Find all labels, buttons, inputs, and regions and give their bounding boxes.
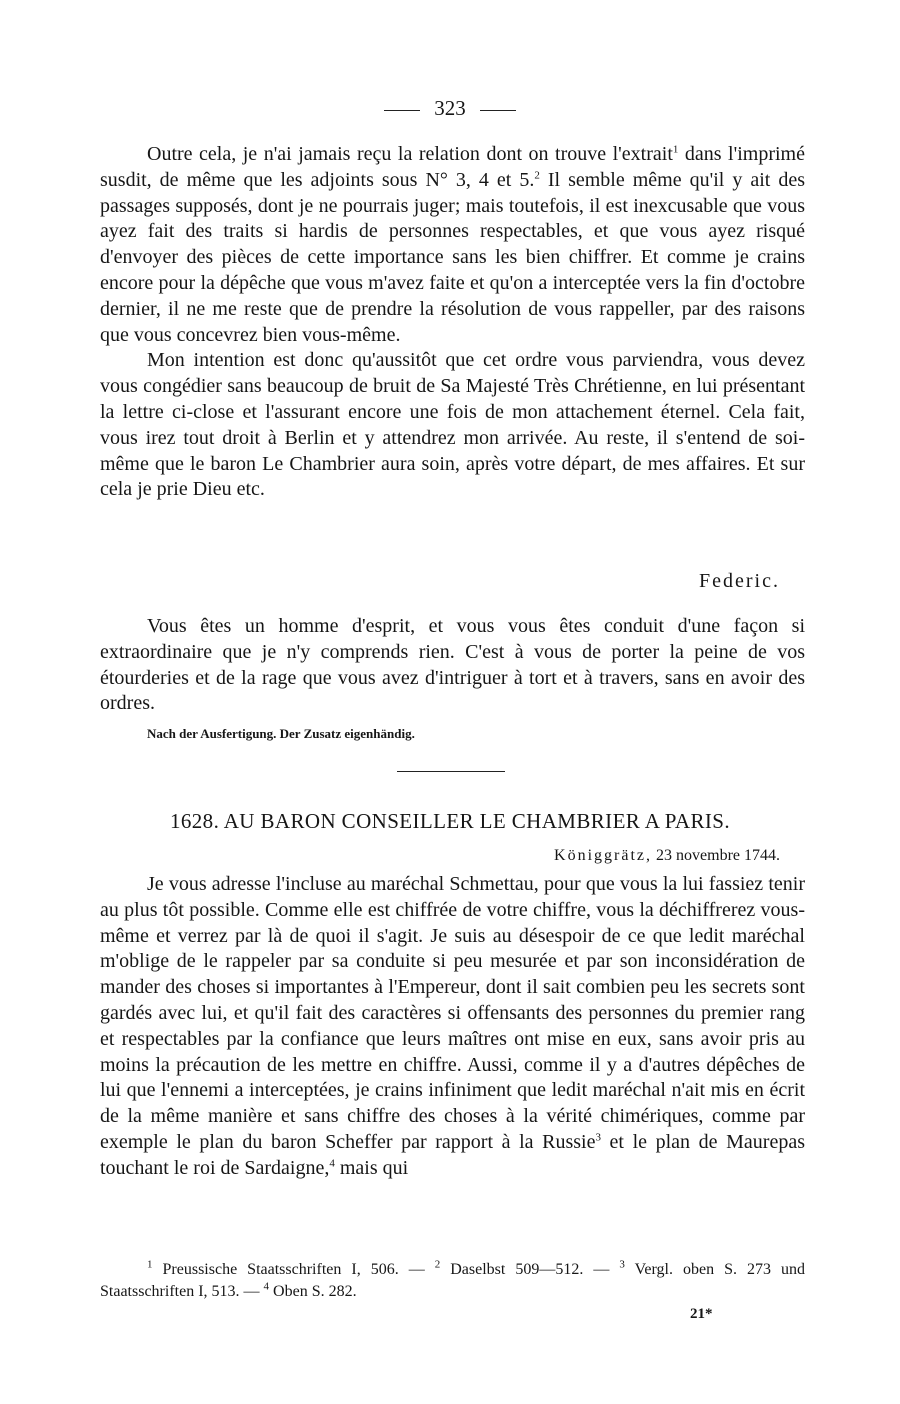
signature: Federic. [699,570,780,592]
postscript [100,614,805,717]
letter-1-body [100,142,805,503]
letter-2-title: 1628. AU BARON CONSEILLER LE CHAMBRIER A PARIS. [169,809,730,833]
footnote-ref-2: 2 [534,169,540,182]
sheet-signature-mark: 21* [690,1306,713,1322]
source-note: Nach der Ausfertigung. Der Zusatz eigenhändig. [147,726,415,741]
footnote-ref-4: 4 [329,1157,335,1170]
letter-2-date: 23 novembre 1744. [656,847,780,864]
page-number: 323 [434,96,466,120]
page-header [0,95,900,121]
header-dash-left [384,110,420,111]
section-divider [397,771,505,772]
footnotes [100,1259,805,1303]
postscript-paragraph: Vous êtes un homme d'esprit, et vous vous êtes conduit d'une façon si extraordinaire que je n'y comprends rien. C'est à vous de porter la peine de vos étourderies et de la rage que vous avez d'intriguer à tort et à travers, sans en avoir des ordres. [100,615,805,715]
footnote-ref-3: 3 [595,1131,601,1144]
footnote-ref-1: 1 [672,143,679,156]
letter-1-paragraph-1: Outre cela, je n'ai jamais reçu la relation dont on trouve l'extrait$^1$ dans l'imprimé susdit, de même que les adjoints sous N° 3, 4 et 5.$^2$ Il semble même qu'il y ait des passages supposés, dont je ne pourrais juger; mais toutefois, il est inexcusable que vous ayez fait des traits si hardis de personnes respectables, et que vous ayez risqué d'envoyer des pièces de cette importance sans les bien chiffrer. Et comme je crains encore pour la dépêche que vous m'avez faite et qu'on a interceptée vers la fin d'octobre dernier, il ne me reste que de prendre la résolution de vous rappeller, par des raisons que vous concevrez bien vous-même. [100,143,805,346]
letter-2-place: Königgrätz, [554,847,653,864]
footnote-text: $^1$ Preussische Staatsschriften I, 506. — $^2$ Daselbst 509—512. — $^3$ Vergl. oben S. 273 und Staatsschriften I, 513. — $^4$ Oben S. 282. [100,1258,805,1300]
letter-2-dateline [450,846,780,866]
letter-2-body [100,872,805,1182]
letter-1-paragraph-2: Mon intention est donc qu'aussitôt que cet ordre vous parviendra, vous devez vous congédier sans beaucoup de bruit de Sa Majesté Très Chrétienne, en lui présentant la lettre ci-close et l'assurant encore une fois de mon attachement éternel. Cela fait, vous irez tout droit à Berlin et y attendrez mon arrivée. Au reste, il s'entend de soi-même que le baron Le Chambrier aura soin, après votre départ, de mes affaires. Et sur cela je prie Dieu etc. [100,349,805,501]
header-dash-right [480,110,516,111]
letter-2-paragraph-1: Je vous adresse l'incluse au maréchal Schmettau, pour que vous la lui fassiez tenir au plus tôt possible. Comme elle est chiffrée de votre chiffre, vous la déchiffrerez vous-même et verrez par là de quoi il s'agit. Je suis au désespoir de ce que ledit maréchal m'oblige de le rappeler par sa conduite si peu mesurée et par son inconsidération de mander des choses si importantes à l'Empereur, dont il sait combien peu les secrets sont gardés avec lui, et qu'il fait des caractères si offensants des personnes du premier rang et respectables par la confiance que leurs maîtres ont mise en eux, sans avoir pris au moins la précaution de les mettre en chiffre. Aussi, comme il y a d'autres dépêches de lui que l'ennemi a interceptées, je crains infiniment que ledit maréchal n'ait mis en écrit de la même manière et sans chiffre des choses à la vérité chimériques, comme par exemple le plan du baron Scheffer par rapport à la Russie$^3$ et le plan de Maurepas touchant le roi de Sardaigne,$^4$ mais qui [100,873,805,1179]
